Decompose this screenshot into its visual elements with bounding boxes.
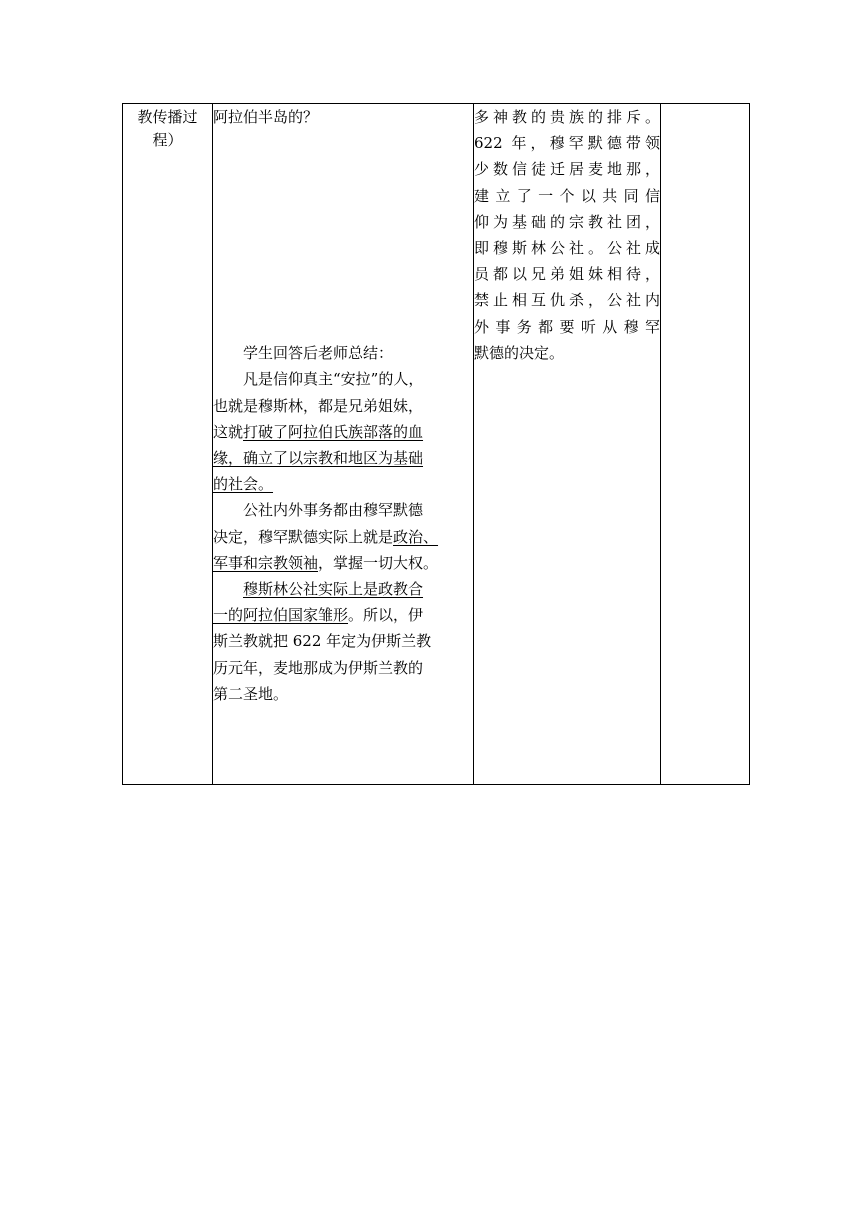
summary-intro: 学生回答后老师总结：	[243, 344, 394, 363]
summary-paragraph-1	[213, 366, 473, 497]
underlined-text: 缘，确立了以宗教和地区为基础	[213, 449, 424, 468]
teacher-activity-cell	[213, 104, 474, 785]
table-row	[123, 104, 750, 785]
text-line	[213, 602, 473, 628]
underlined-text: 一的阿拉伯国家雏形	[213, 606, 349, 625]
underlined-text: 穆斯林公社实际上是政教合	[243, 580, 424, 599]
spacer	[213, 130, 473, 340]
text-line: 建立了一个以共同信	[474, 186, 660, 205]
underlined-text: 的社会。	[213, 475, 274, 494]
text-line	[213, 419, 473, 445]
summary-paragraph-3	[213, 576, 473, 707]
stage-label-line: 教传播过	[137, 108, 198, 126]
underlined-text: 军事和宗教领袖	[213, 553, 319, 572]
text-line	[213, 576, 473, 602]
underlined-text: 打破了阿拉伯氏族部落的血	[243, 422, 424, 441]
text-line: 外事务都要听从穆罕	[474, 317, 660, 336]
text-line: 多神教的贵族的排斥。	[474, 108, 660, 126]
lesson-table	[122, 103, 750, 785]
text-line	[213, 445, 473, 471]
text-line: 斯兰教就把 622 年定为伊斯兰教	[213, 632, 432, 651]
remarks-cell	[661, 104, 750, 785]
summary-paragraph-2	[213, 497, 473, 576]
stage-label-line: 程）	[152, 131, 183, 149]
text-line: 员都以兄弟姐妹相待，	[474, 265, 660, 284]
text-line: 凡是信仰真主“安拉”的人，	[243, 370, 424, 389]
content-notes-cell	[474, 104, 661, 785]
text-line: 历元年，麦地那成为伊斯兰教的	[213, 658, 424, 677]
stage-label	[123, 104, 212, 152]
text-line: 默德的决定。	[474, 343, 565, 362]
text-span: 决定，穆罕默德实际上就是	[213, 527, 394, 546]
stage-cell	[123, 104, 213, 785]
text-line: 公社内外事务都由穆罕默德	[243, 501, 424, 520]
text-line: 即穆斯林公社。公社成	[474, 239, 660, 258]
text-line: 禁止相互仇杀，公社内	[474, 291, 660, 310]
text-line	[213, 550, 473, 576]
text-line: 622 年，穆罕默德带领	[474, 134, 660, 153]
text-line: 少数信徒迁居麦地那，	[474, 160, 660, 179]
text-span: 这就	[213, 422, 244, 441]
text-line	[213, 471, 473, 497]
text-line: 第二圣地。	[213, 684, 289, 703]
text-line: 仰为基础的宗教社团，	[474, 212, 660, 231]
text-line	[213, 524, 473, 550]
text-span: 。所以，伊	[348, 606, 424, 625]
text-line: 也就是穆斯林，都是兄弟姐妹，	[213, 396, 424, 415]
question-text: 阿拉伯半岛的？	[213, 108, 319, 126]
text-span: ，掌握一切大权。	[318, 553, 439, 572]
underlined-text: 政治、	[393, 527, 439, 546]
